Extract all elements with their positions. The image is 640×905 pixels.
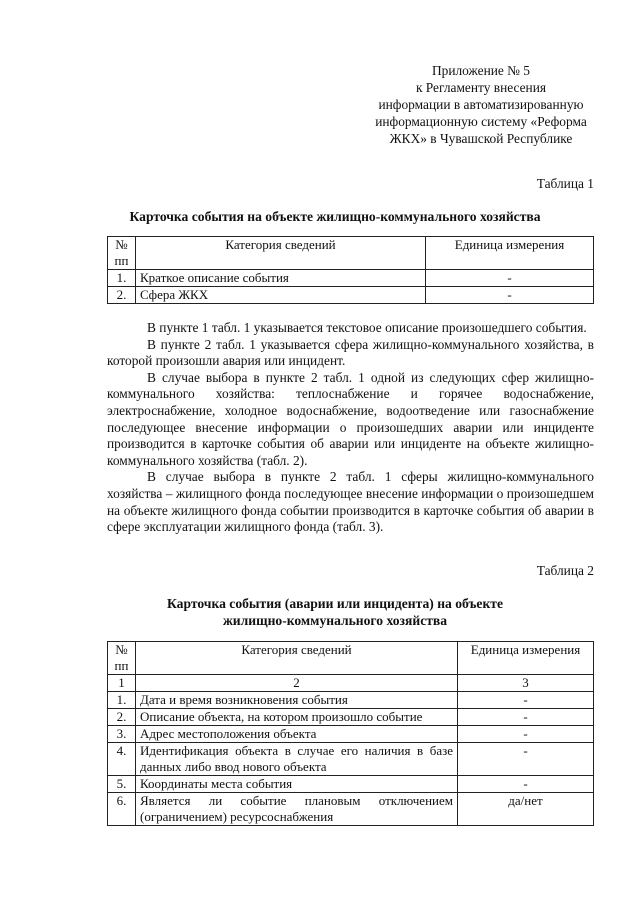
table-cell: - — [458, 726, 594, 743]
table1 — [107, 236, 594, 304]
table-row — [108, 793, 594, 826]
appendix-line: информации в автоматизированную — [378, 97, 584, 112]
table-cell: 5. — [108, 776, 136, 793]
table-cell: - — [458, 709, 594, 726]
table-cell: - — [426, 270, 594, 287]
table-cell: да/нет — [458, 793, 594, 826]
table-cell: 2. — [108, 709, 136, 726]
table-cell: 6. — [108, 793, 136, 826]
appendix-line: Приложение № 5 — [431, 63, 531, 78]
table-index-row — [108, 675, 594, 692]
table-cell: 3. — [108, 726, 136, 743]
paragraph: В случае выбора в пункте 2 табл. 1 одной из следующих сфер жилищно-коммунального хозяйства: теплоснабжение и горячее водоснабжение, электроснабжение, холодное водоснабжение, водоотведение или газоснабжение последующее внесение информации о произошедших аварии или инциденте производится в карточке события об аварии или инциденте на объекте жилищно-коммунального хозяйства (табл. 2). — [107, 369, 594, 468]
body-text — [107, 320, 594, 536]
table-cell: Идентификация объекта в случае его наличия в базе данных либо ввод нового объекта — [136, 743, 458, 776]
table-cell: 4. — [108, 743, 136, 776]
header-cell: Категория сведений — [136, 237, 426, 270]
table2 — [107, 641, 594, 826]
header-cell: № пп — [108, 642, 136, 675]
table-cell: Краткое описание события — [136, 270, 426, 287]
header-cell: Единица измерения — [426, 237, 594, 270]
table-cell: Координаты места события — [136, 776, 458, 793]
table-cell: Адрес местоположения объекта — [136, 726, 458, 743]
table-row — [108, 270, 594, 287]
table-cell: Описание объекта, на котором произошло событие — [136, 709, 458, 726]
appendix-line: ЖКХ» в Чувашской Республике — [389, 131, 573, 146]
appendix-line: к Регламенту внесения — [415, 80, 547, 95]
appendix-header — [350, 62, 612, 147]
table2-caption — [100, 595, 570, 629]
header-cell: № пп — [108, 237, 136, 270]
table2-label: Таблица 2 — [536, 563, 594, 578]
paragraph: В пункте 2 табл. 1 указывается сфера жилищно-коммунального хозяйства, в которой произошли авария или инцидент. — [107, 336, 594, 369]
table-row — [108, 776, 594, 793]
table-cell: - — [458, 743, 594, 776]
table-cell: 1. — [108, 692, 136, 709]
table-cell: 2. — [108, 287, 136, 304]
table2-caption-line: Карточка события (аварии или инцидента) на объекте — [167, 596, 503, 611]
table-row — [108, 692, 594, 709]
table-header-row — [108, 237, 594, 270]
table-cell: Сфера ЖКХ — [136, 287, 426, 304]
table2-caption-line: жилищно-коммунального хозяйства — [222, 613, 448, 628]
index-cell: 3 — [458, 675, 594, 692]
header-cell: Единица измерения — [458, 642, 594, 675]
paragraph: В пункте 1 табл. 1 указывается текстовое описание произошедшего события. — [147, 320, 587, 335]
table-cell: 1. — [108, 270, 136, 287]
table-cell: Дата и время возникновения события — [136, 692, 458, 709]
table1-label: Таблица 1 — [536, 176, 594, 191]
table1-caption: Карточка события на объекте жилищно-коммунального хозяйства — [129, 209, 541, 224]
table-cell: - — [426, 287, 594, 304]
table-cell: - — [458, 692, 594, 709]
table-row — [108, 709, 594, 726]
header-cell: Категория сведений — [136, 642, 458, 675]
table-cell: Является ли событие плановым отключением (ограничением) ресурсоснабжения — [136, 793, 458, 826]
table-cell: - — [458, 776, 594, 793]
table-header-row — [108, 642, 594, 675]
table-row — [108, 726, 594, 743]
index-cell: 2 — [136, 675, 458, 692]
appendix-line: информационную систему «Реформа — [375, 114, 587, 129]
paragraph: В случае выбора в пункте 2 табл. 1 сферы жилищно-коммунального хозяйства – жилищного фонда последующее внесение информации о произошедшем на объекте жилищного фонда событии производится в карточке события об аварии в сфере эксплуатации жилищного фонда (табл. 3). — [107, 469, 594, 535]
table-row — [108, 743, 594, 776]
index-cell: 1 — [108, 675, 136, 692]
table-row — [108, 287, 594, 304]
